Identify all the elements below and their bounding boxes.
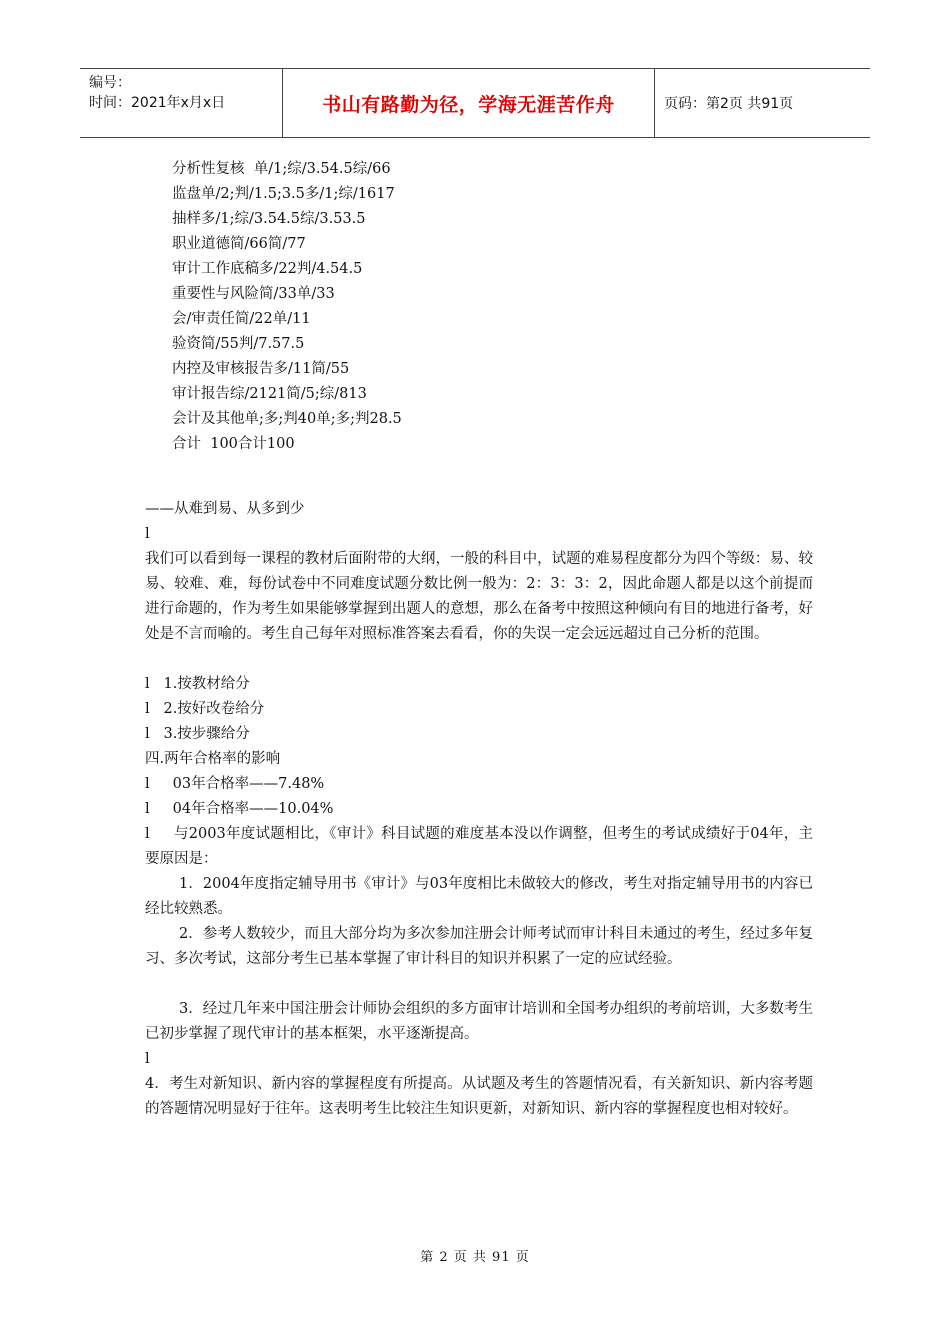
- bullet-marker: l: [145, 526, 150, 542]
- score-row: 验资简/55判/7.57.5: [172, 336, 305, 352]
- reason-paragraph: 3．经过几年来中国注册会计师协会组织的多方面审计培训和全国考办组织的考前培训，大多数考生已初步掌握了现代审计的基本框架，水平逐渐提高。: [145, 1001, 813, 1042]
- header-meta: [80, 69, 283, 137]
- bullet-marker: l: [145, 1051, 150, 1067]
- pass-rate-heading: 四.两年合格率的影响: [145, 751, 281, 767]
- score-row: 合计 100合计100: [172, 436, 295, 452]
- reason-paragraph: 4．考生对新知识、新内容的掌握程度有所提高。从试题及考生的答题情况看，有关新知识、新内容考题的答题情况明显好于往年。这表明考生比较注生知识更新，对新知识、新内容的掌握程度也相对较好。: [145, 1076, 813, 1117]
- time-label: 时间：2021年x月x日: [89, 95, 226, 111]
- score-row: 抽样多/1;综/3.54.5综/3.53.5: [172, 211, 366, 227]
- pass-rate-item: l 03年合格率——7.48%: [145, 776, 325, 792]
- score-row: 审计工作底稿多/22判/4.54.5: [172, 261, 363, 277]
- page-header: [80, 68, 870, 138]
- grading-item: l 1.按教材给分: [145, 676, 250, 692]
- reason-paragraph: 1．2004年度指定辅导用书《审计》与03年度相比未做较大的修改，考生对指定辅导用书的内容已经比较熟悉。: [145, 876, 813, 917]
- score-row: 审计报告综/2121简/5;综/813: [172, 386, 367, 402]
- page-footer: 第 2 页 共 91 页: [420, 1250, 530, 1265]
- comparison-paragraph: l 与2003年度试题相比，《审计》科目试题的难度基本没以作调整，但考生的考试成绩好于04年，主要原因是：: [145, 826, 813, 867]
- score-table: [145, 157, 813, 457]
- reason-paragraph: 2．参考人数较少，而且大部分均为多次参加注册会计师考试而审计科目未通过的考生，经过多年复习、多次考试，这部分考生已基本掌握了审计科目的知识并积累了一定的应试经验。: [145, 926, 813, 967]
- score-row: 监盘单/2;判/1.5;3.5多/1;综/1617: [172, 186, 395, 202]
- header-motto: 书山有路勤为径，学海无涯苦作舟: [283, 69, 655, 137]
- score-row: 重要性与风险简/33单/33: [172, 286, 335, 302]
- score-row: 内控及审核报告多/11简/55: [172, 361, 350, 377]
- pass-rate-item: l 04年合格率——10.04%: [145, 801, 334, 817]
- score-row: 分析性复核 单/1;综/3.54.5综/66: [172, 161, 391, 177]
- number-label: 编号：: [89, 75, 131, 91]
- grading-item: l 2.按好改卷给分: [145, 701, 265, 717]
- difficulty-paragraph: 我们可以看到每一课程的教材后面附带的大纲，一般的科目中，试题的难易程度都分为四个等级：易、较易、较难、难，每份试卷中不同难度试题分数比例一般为：2：3：3：2，因此命题人都是以这个前提而进行命题的，作为考生如果能够掌握到出题人的意想，那么在备考中按照这种倾向有目的地进行备考，好处是不言而喻的。考生自己每年对照标准答案去看看，你的失误一定会远远超过自己分析的范围。: [145, 551, 813, 642]
- header-page-label: 页码：第2页 共91页: [664, 96, 794, 112]
- score-row: 会/审责任简/22单/11: [172, 311, 311, 327]
- score-row: 会计及其他单;多;判40单;多;判28.5: [172, 411, 402, 427]
- document-body: [145, 157, 813, 1122]
- grading-item: l 3.按步骤给分: [145, 726, 250, 742]
- score-row: 职业道德简/66简/77: [172, 236, 306, 252]
- section-heading: ——从难到易、从多到少: [145, 501, 305, 517]
